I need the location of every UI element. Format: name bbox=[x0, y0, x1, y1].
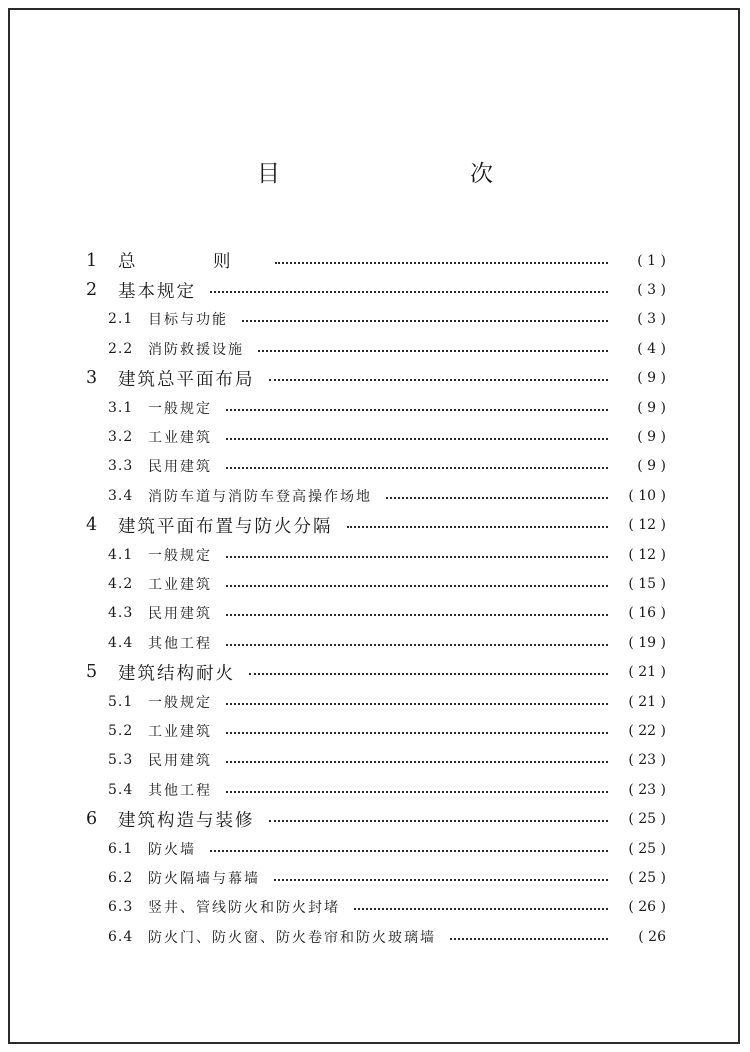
entry-title: 建筑总平面布局 bbox=[118, 369, 255, 390]
entry-number: 2 bbox=[86, 280, 98, 301]
entry-title: 其他工程 bbox=[148, 782, 212, 799]
dot-leader bbox=[274, 879, 608, 881]
entry-page-number: ( 22 ) bbox=[628, 722, 666, 739]
entry-page-number: ( 12 ) bbox=[628, 517, 666, 534]
entry-number: 5 bbox=[86, 662, 98, 683]
entry-page-number: ( 16 ) bbox=[628, 605, 666, 622]
entry-number: 6.2 bbox=[108, 869, 134, 886]
toc-section-entry bbox=[86, 746, 666, 775]
entry-number: 3.4 bbox=[108, 487, 134, 504]
entry-title: 工业建筑 bbox=[148, 430, 212, 447]
entry-page-number: ( 9 ) bbox=[637, 429, 666, 446]
entry-page-number: ( 23 ) bbox=[628, 781, 666, 798]
dot-leader bbox=[258, 350, 608, 352]
entry-title: 民用建筑 bbox=[148, 606, 212, 623]
entry-title: 防火门、防火窗、防火卷帘和防火玻璃墙 bbox=[148, 929, 436, 946]
entry-number: 5.4 bbox=[108, 781, 134, 798]
entry-number: 2.1 bbox=[108, 311, 134, 328]
dot-leader bbox=[226, 644, 608, 646]
entry-page-number: ( 3 ) bbox=[637, 311, 666, 328]
entry-number: 5.2 bbox=[108, 722, 134, 739]
entry-page-number: ( 25 ) bbox=[628, 811, 666, 828]
toc-chapter-entry bbox=[86, 364, 666, 393]
dot-leader bbox=[242, 320, 608, 322]
toc-section-entry bbox=[86, 481, 666, 510]
entry-title: 建筑平面布置与防火分隔 bbox=[118, 516, 333, 537]
toc-chapter-entry bbox=[86, 511, 666, 540]
entry-title: 民用建筑 bbox=[148, 459, 212, 476]
entry-page-number: ( 25 ) bbox=[628, 840, 666, 857]
entry-number: 3 bbox=[86, 368, 98, 389]
toc-section-entry bbox=[86, 863, 666, 892]
entry-title: 总 则 bbox=[118, 252, 261, 273]
entry-number: 4.1 bbox=[108, 546, 134, 563]
dot-leader bbox=[226, 467, 608, 469]
entry-title: 消防车道与消防车登高操作场地 bbox=[148, 488, 372, 505]
entry-page-number: ( 12 ) bbox=[628, 546, 666, 563]
toc-chapter-entry bbox=[86, 246, 666, 275]
entry-number: 3.3 bbox=[108, 458, 134, 475]
entry-page-number: ( 9 ) bbox=[637, 399, 666, 416]
toc-section-entry bbox=[86, 569, 666, 598]
dot-leader bbox=[226, 761, 608, 763]
toc-section-entry bbox=[86, 599, 666, 628]
toc-section-entry bbox=[86, 305, 666, 334]
entry-number: 1 bbox=[86, 250, 98, 271]
toc-section-entry bbox=[86, 452, 666, 481]
dot-leader bbox=[226, 732, 608, 734]
toc-section-entry bbox=[86, 334, 666, 363]
toc-chapter-entry bbox=[86, 275, 666, 304]
entry-page-number: ( 9 ) bbox=[637, 458, 666, 475]
dot-leader bbox=[210, 291, 608, 293]
toc-section-entry bbox=[86, 893, 666, 922]
entry-number: 5.3 bbox=[108, 752, 134, 769]
entry-page-number: ( 26 ) bbox=[628, 899, 666, 916]
table-of-contents bbox=[86, 246, 666, 951]
entry-title: 建筑构造与装修 bbox=[118, 810, 255, 831]
entry-title: 防火墙 bbox=[148, 841, 196, 858]
entry-title: 一般规定 bbox=[148, 547, 212, 564]
dot-leader bbox=[249, 673, 608, 675]
entry-page-number: ( 25 ) bbox=[628, 869, 666, 886]
dot-leader bbox=[210, 850, 608, 852]
dot-leader bbox=[226, 703, 608, 705]
entry-page-number: ( 15 ) bbox=[628, 575, 666, 592]
entry-page-number: ( 1 ) bbox=[637, 252, 666, 269]
entry-number: 5.1 bbox=[108, 693, 134, 710]
dot-leader bbox=[354, 908, 608, 910]
entry-title: 基本规定 bbox=[118, 281, 196, 302]
entry-title: 建筑结构耐火 bbox=[118, 663, 235, 684]
dot-leader bbox=[226, 556, 608, 558]
toc-title: 目 次 bbox=[257, 161, 541, 187]
toc-section-entry bbox=[86, 540, 666, 569]
toc-section-entry bbox=[86, 775, 666, 804]
entry-number: 6.1 bbox=[108, 840, 134, 857]
entry-number: 3.1 bbox=[108, 399, 134, 416]
dot-leader bbox=[226, 614, 608, 616]
toc-section-entry bbox=[86, 716, 666, 745]
dot-leader bbox=[226, 585, 608, 587]
entry-number: 6.3 bbox=[108, 899, 134, 916]
entry-page-number: ( 3 ) bbox=[637, 282, 666, 299]
entry-page-number: ( 23 ) bbox=[628, 752, 666, 769]
toc-section-entry bbox=[86, 687, 666, 716]
dot-leader bbox=[226, 409, 608, 411]
entry-title: 目标与功能 bbox=[148, 312, 228, 329]
entry-title: 竖井、管线防火和防火封堵 bbox=[148, 900, 340, 917]
entry-number: 6 bbox=[86, 809, 98, 830]
entry-number: 4 bbox=[86, 515, 98, 536]
toc-section-entry bbox=[86, 922, 666, 951]
dot-leader bbox=[269, 820, 609, 822]
entry-page-number: ( 4 ) bbox=[637, 340, 666, 357]
entry-page-number: ( 19 ) bbox=[628, 634, 666, 651]
entry-title: 工业建筑 bbox=[148, 723, 212, 740]
entry-page-number: ( 10 ) bbox=[628, 487, 666, 504]
entry-page-number: ( 26 bbox=[638, 928, 666, 945]
toc-section-entry bbox=[86, 834, 666, 863]
entry-title: 一般规定 bbox=[148, 400, 212, 417]
entry-number: 4.4 bbox=[108, 634, 134, 651]
entry-page-number: ( 9 ) bbox=[637, 370, 666, 387]
toc-section-entry bbox=[86, 422, 666, 451]
entry-title: 消防救援设施 bbox=[148, 341, 244, 358]
dot-leader bbox=[450, 938, 608, 940]
dot-leader bbox=[269, 379, 609, 381]
entry-title: 一般规定 bbox=[148, 694, 212, 711]
toc-section-entry bbox=[86, 628, 666, 657]
dot-leader bbox=[275, 262, 609, 264]
entry-number: 4.2 bbox=[108, 575, 134, 592]
entry-page-number: ( 21 ) bbox=[628, 693, 666, 710]
entry-title: 工业建筑 bbox=[148, 576, 212, 593]
entry-title: 民用建筑 bbox=[148, 753, 212, 770]
entry-number: 2.2 bbox=[108, 340, 134, 357]
dot-leader bbox=[347, 526, 609, 528]
toc-section-entry bbox=[86, 393, 666, 422]
entry-number: 6.4 bbox=[108, 928, 134, 945]
toc-chapter-entry bbox=[86, 657, 666, 686]
entry-number: 4.3 bbox=[108, 605, 134, 622]
entry-title: 其他工程 bbox=[148, 635, 212, 652]
entry-page-number: ( 21 ) bbox=[628, 664, 666, 681]
dot-leader bbox=[226, 791, 608, 793]
dot-leader bbox=[386, 497, 608, 499]
dot-leader bbox=[226, 438, 608, 440]
entry-number: 3.2 bbox=[108, 429, 134, 446]
toc-chapter-entry bbox=[86, 804, 666, 833]
entry-title: 防火隔墙与幕墙 bbox=[148, 870, 260, 887]
